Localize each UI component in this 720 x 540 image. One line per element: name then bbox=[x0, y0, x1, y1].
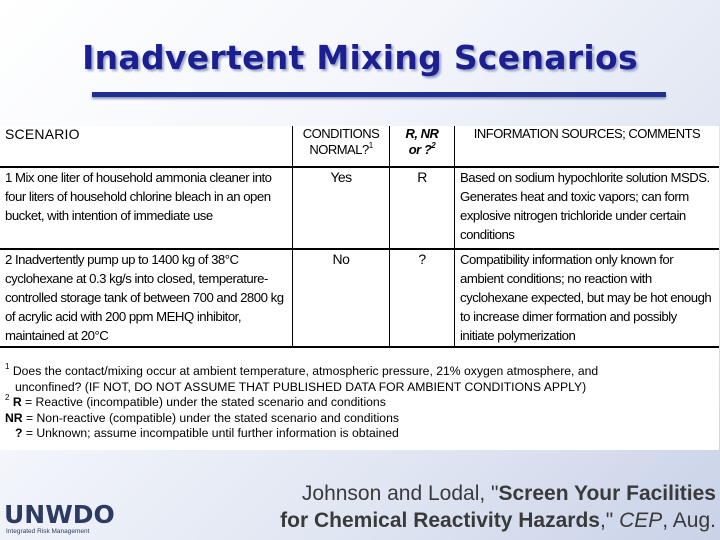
row2-scenario: 2 Inadvertently pump up to 1400 kg of 38°C cyclohexane at 0.3 kg/s into closed, temperature-controlled storage tank of between 700 and 2800 kg of acrylic acid with 200 ppm MEHQ inhibitor, maintained at 20°C bbox=[5, 252, 284, 343]
scenario-table bbox=[0, 126, 719, 348]
header-conditions-sup: 1 bbox=[368, 141, 373, 150]
citation-article-cont: for Chemical Reactivity Hazards bbox=[280, 509, 600, 532]
citation-line1 bbox=[280, 480, 716, 507]
footnote-2-sup: 2 bbox=[5, 393, 10, 402]
header-info: INFORMATION SOURCES; COMMENTS bbox=[455, 126, 720, 167]
legend-nr-text: = Non-reactive (compatible) under the stated scenario and conditions bbox=[22, 410, 399, 425]
legend-r-text: = Reactive (incompatible) under the stated scenario and conditions bbox=[21, 395, 386, 409]
citation-article: Screen Your Facilities bbox=[498, 482, 716, 505]
legend-q-key: ? bbox=[15, 426, 23, 440]
legend-r-key: R bbox=[12, 395, 22, 409]
footnote-2-nr bbox=[5, 411, 715, 427]
citation-authors: Johnson and Lodal, " bbox=[301, 482, 499, 505]
footnote-1-line1 bbox=[5, 364, 715, 380]
title-underline bbox=[92, 92, 666, 97]
row2-rnr: ? bbox=[390, 249, 455, 347]
organization-logo bbox=[4, 500, 120, 538]
row2-normal: No bbox=[293, 249, 390, 347]
citation-line2 bbox=[280, 507, 716, 534]
table-row bbox=[0, 249, 719, 347]
slide-title: Inadvertent Mixing Scenarios bbox=[82, 38, 638, 77]
footnote-1-text: Does the contact/mixing occur at ambient temperature, atmospheric pressure, 21% oxygen atmosphere, and bbox=[12, 364, 599, 378]
footnote-1-sup: 1 bbox=[5, 362, 10, 371]
row2-info: Compatibility information only known for ambient conditions; no reaction with cyclohexane expected, but may be hot enough to increase dimer formation and possibly initiate polymerization bbox=[455, 249, 720, 347]
row1-info: Based on sodium hypochlorite solution MSDS. Generates heat and toxic vapors; can form explosive nitrogen trichloride under certain conditions bbox=[455, 167, 720, 249]
footnote-2-q bbox=[5, 426, 715, 442]
row1-rnr: R bbox=[390, 167, 455, 249]
header-conditions-line1: CONDITIONS bbox=[302, 126, 380, 141]
header-conditions-line2: NORMAL? bbox=[309, 142, 369, 157]
header-rnr-line2: or ? bbox=[408, 142, 432, 157]
scenario-panel bbox=[0, 126, 719, 450]
header-scenario: SCENARIO bbox=[5, 126, 80, 142]
table-header-row bbox=[0, 126, 719, 167]
footnote-2-r bbox=[5, 395, 715, 411]
header-conditions bbox=[293, 126, 390, 167]
row1-normal: Yes bbox=[293, 167, 390, 249]
legend-q-text: = Unknown; assume incompatible until further information is obtained bbox=[22, 426, 399, 440]
logo-subtext: Integrated Risk Management bbox=[6, 528, 90, 535]
footnote-1-line2: unconfined? (IF NOT, DO NOT ASSUME THAT PUBLISHED DATA FOR AMBIENT CONDITIONS APPLY) bbox=[15, 379, 587, 394]
legend-nr-key: NR bbox=[5, 410, 23, 425]
citation-tail: , Aug. bbox=[662, 509, 716, 532]
citation-close: ," bbox=[599, 509, 620, 532]
citation-journal: CEP bbox=[619, 509, 663, 532]
header-rnr bbox=[390, 126, 455, 167]
header-rnr-sup: 2 bbox=[431, 141, 436, 150]
citation bbox=[280, 480, 716, 534]
header-rnr-line1: R, NR bbox=[405, 126, 439, 141]
table-row bbox=[0, 167, 719, 249]
row1-scenario: 1 Mix one liter of household ammonia cleaner into four liters of household chlorine bleach in an open bucket, with intention of immediate use bbox=[5, 170, 272, 223]
footnotes bbox=[5, 364, 715, 442]
logo-text: UNWDO bbox=[4, 500, 115, 529]
